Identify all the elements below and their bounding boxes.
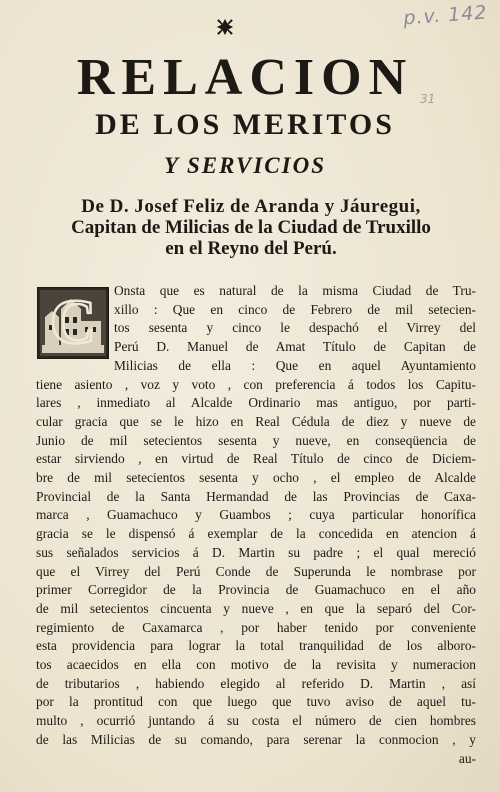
title-line-2: DE LOS MERITOS [95, 108, 395, 141]
cross-icon [216, 18, 234, 36]
initial-letter: C [49, 287, 97, 357]
body-line: lares , inmediato al Alcalde Ordinario mas antiguo, por parti- [36, 395, 476, 411]
body-line: Milicias de ella : Que en aquel Ayuntamiento [114, 357, 476, 373]
body-line: primer Corregidor de la Provincia de Guamachuco en el año [36, 582, 476, 598]
subtitle-line-1: De D. Josef Feliz de Aranda y Jáuregui, [81, 196, 421, 217]
margin-annotation: 31 [420, 92, 436, 106]
body-line: tos acaecidos en ella con motivo de la revisita y numeracion [36, 657, 476, 673]
title-line-1: RELACION [76, 49, 414, 106]
subtitle-line-3: en el Reyno del Perú. [165, 238, 337, 259]
body-line: Junio de mil setecientos sesenta y nueve, en conseqüencia de [36, 432, 476, 448]
body-line: regimiento de Caxamarca , por haber tenido por conveniente [36, 619, 476, 635]
body-line: Perú D. Manuel de Amat Título de Capitan de [114, 339, 476, 355]
subtitle-line-2: Capitan de Milicias de la Ciudad de Truxillo [71, 217, 431, 238]
body-line: sus señalados servicios á D. Martin su padre ; el qual mereció [36, 544, 476, 560]
body-line: Onsta que es natural de la misma Ciudad de Tru- [114, 283, 476, 298]
body-line-catchword: au- [458, 750, 476, 766]
body-line: gracia se le dispensó á exemplar de la concedida en atencion á [36, 526, 476, 542]
body-line: por la prontitud con que luego que tuvo aviso de aquel tu- [36, 694, 476, 710]
body-text [36, 282, 476, 768]
body-line: cular gracia que se le hizo en Real Cédula de diez y nueve de [36, 413, 476, 429]
handwritten-annotation: p.v. 142 [402, 1, 489, 30]
body-line: de las Milicias de su comando, para serenar la conmocion , y [36, 731, 476, 747]
body-line: xillo : Que en cinco de Febrero de mil setecien- [114, 301, 476, 317]
body-line: que el Virrey del Perú Conde de Superunda le nombrase por [36, 563, 476, 579]
body-line: de mil setecientos cincuenta y nueve , en que la separó del Cor- [36, 600, 476, 616]
body-line: bre de mil setecientos sesenta y ocho , el empleo de Alcalde [36, 470, 476, 486]
body-line: tiene asiento , voz y voto , con preferencia á todos los Capitu- [36, 376, 476, 392]
body-line: tos sesenta y cinco le despachó el Virrey del [114, 320, 476, 336]
body-line: de tributarios , habiendo elegido al referido D. Martin , así [36, 675, 476, 691]
body-line: Provincial de la Santa Hermandad de las Provincias de Caxa- [36, 488, 476, 504]
body-line: marca , Guamachuco y Guambos ; cuya particular honorífica [36, 507, 476, 523]
body-line: multo , ocurrió juntando á su costa el número de cien hombres [36, 713, 476, 729]
body-line: estar sirviendo , en virtud de Real Título de cinco de Diciem- [36, 451, 476, 467]
title-line-3: Y SERVICIOS [164, 153, 326, 178]
body-line: esta providencia para lograr la total tranquilidad de los alboro- [36, 638, 476, 654]
subtitle [22, 196, 480, 259]
